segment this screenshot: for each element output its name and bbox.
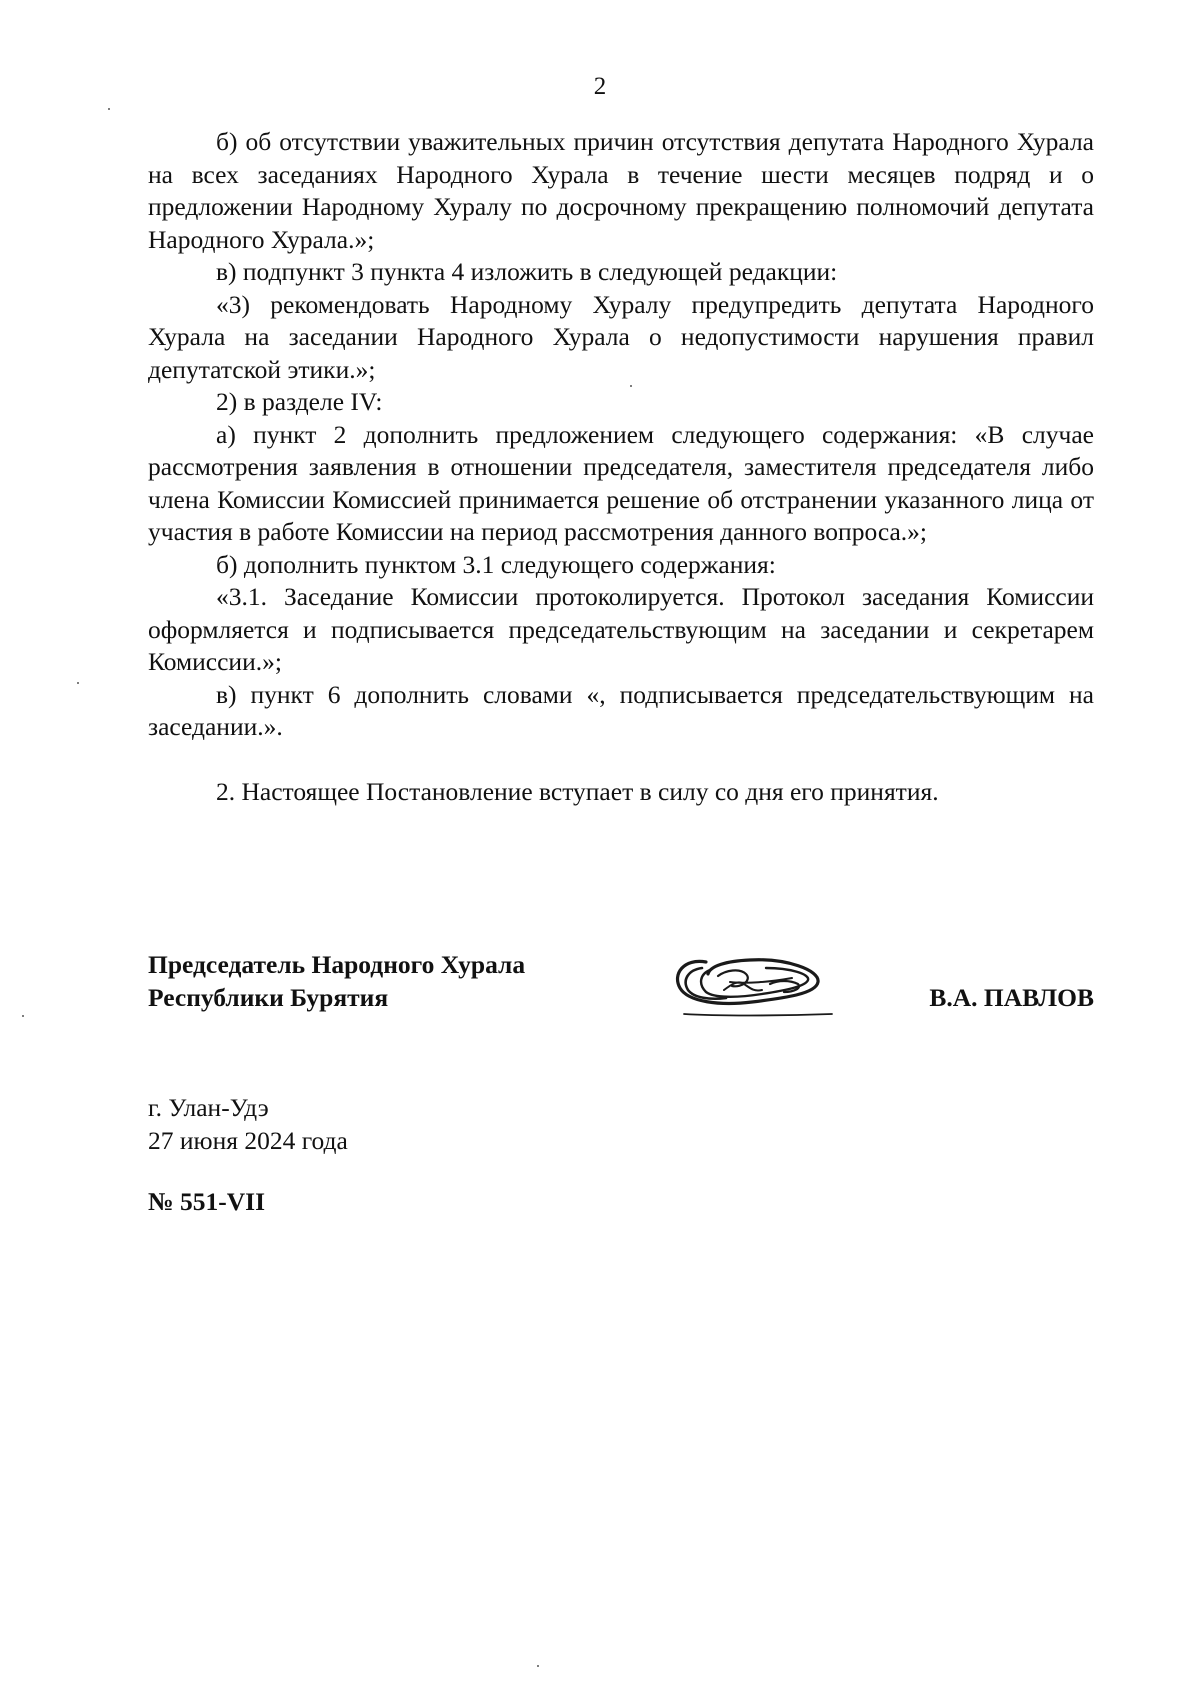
scan-speck (22, 1015, 24, 1017)
paragraph-effective-date: 2. Настоящее Постановление вступает в силу со дня его принятия. (216, 776, 939, 806)
place-date-block (148, 1091, 348, 1157)
signer-name: В.А. ПАВЛОВ (929, 983, 1094, 1012)
signature-block (148, 948, 1094, 1028)
paragraph-v-subpoint: в) подпункт 3 пункта 4 изложить в следующей редакции: (216, 257, 838, 286)
scan-speck (630, 385, 632, 387)
document-body (148, 126, 1094, 808)
signer-position-line-1: Председатель Народного Хурала (148, 950, 526, 979)
date: 27 июня 2024 года (148, 1126, 348, 1155)
scan-speck (77, 682, 79, 684)
scan-speck (108, 108, 110, 110)
paragraph-b-point-3-1: б) дополнить пунктом 3.1 следующего содержания: (216, 549, 776, 579)
paragraph-a-point-2: а) пункт 2 дополнить предложением следующего содержания: «В случае рассмотрения заявления в отношении председателя, заместителя председателя либо члена Комиссии Комиссией принимается решение об отстранении указанного лица от участия в работе Комиссии на период рассмотрения данного вопроса.»; (148, 419, 1094, 546)
paragraph-b-absence: б) об отсутствии уважительных причин отсутствия депутата Народного Хурала на всех заседаниях Народного Хурала в течение шести месяцев подряд и о предложении Народному Хуралу по досрочному прекращению полномочий депутата Народного Хурала.»; (148, 127, 1094, 254)
paragraph-v-point-6: в) пункт 6 дополнить словами «, подписывается председательствующим на заседании.». (148, 679, 1094, 741)
scan-speck (537, 1665, 539, 1667)
place: г. Улан-Удэ (148, 1093, 269, 1122)
page-number: 2 (593, 73, 607, 100)
handwritten-signature (666, 944, 836, 1024)
paragraph-section-iv: 2) в разделе IV: (216, 387, 383, 416)
document-number: № 551-VII (148, 1187, 266, 1216)
signer-position (148, 948, 525, 1014)
signer-position-line-2: Республики Бурятия (148, 983, 389, 1012)
paragraph-quote-3: «3) рекомендовать Народному Хуралу предупредить депутата Народного Хурала на заседании Народного Хурала о недопустимости нарушения правил депутатской этики.»; (148, 289, 1094, 384)
paragraph-quote-3-1: «3.1. Заседание Комиссии протоколируется. Протокол заседания Комиссии оформляется и подписывается председательствующим на заседании и секретарем Комиссии.»; (148, 582, 1094, 676)
